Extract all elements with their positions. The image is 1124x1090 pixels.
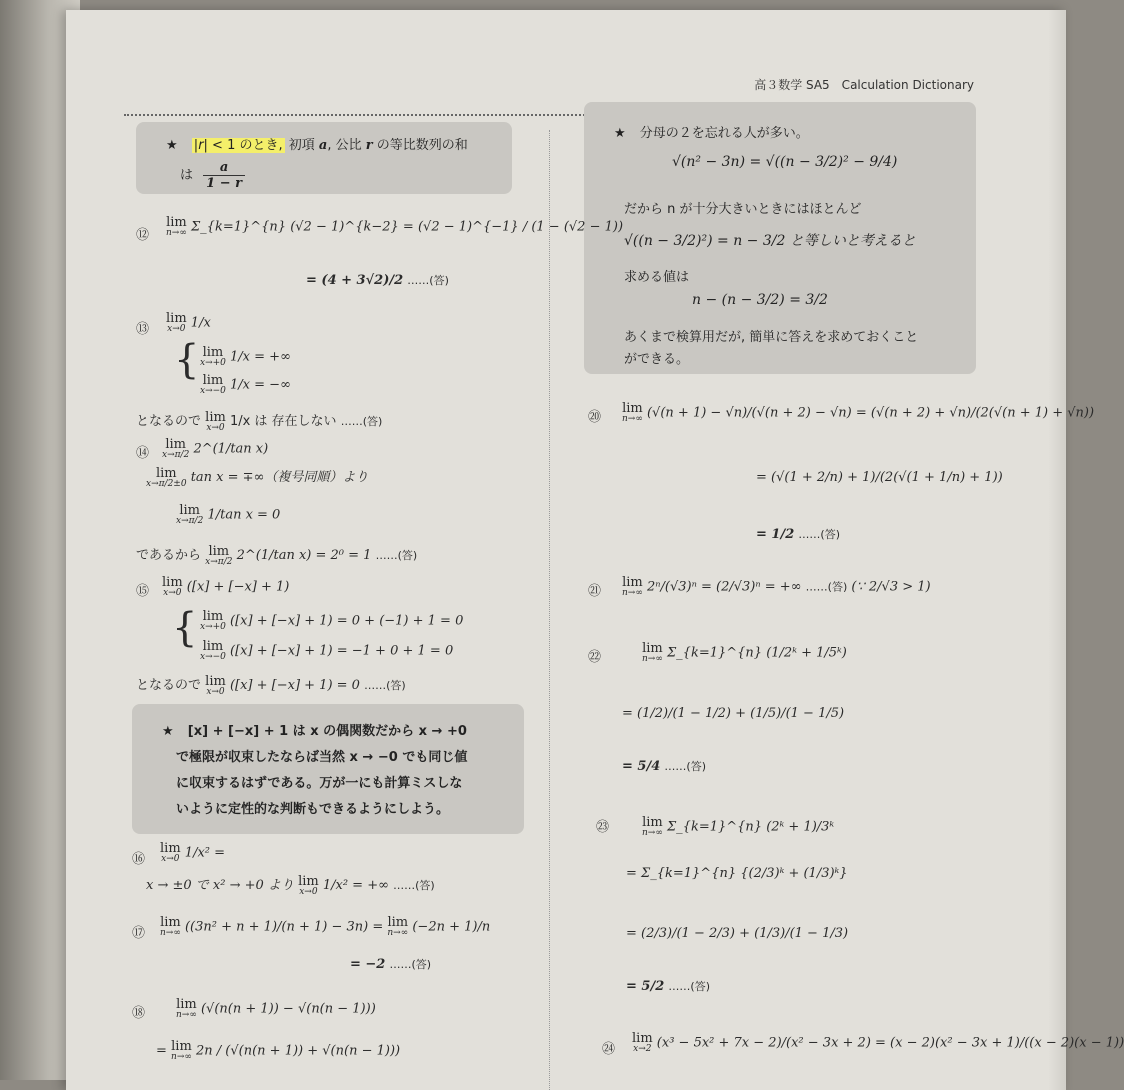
answer-mark: ……(答) [407, 274, 449, 287]
problem-12-number: ⑫ [136, 228, 150, 243]
problem-17-line-2: = −2 ……(答) [350, 957, 432, 972]
problem-23-number: ㉓ [596, 820, 610, 835]
problem-18-line-1: lim n→∞ (√(n(n + 1)) − √(n(n − 1))) [176, 997, 376, 1020]
problem-15-case-2: lim x→−0 ([x] + [−x] + 1) = −1 + 0 + 1 = 0 [200, 639, 454, 662]
note-box-even-function [132, 704, 524, 834]
page-edge-shadow [1048, 10, 1066, 1090]
note-r-line-2: だから n が十分大きいときにはほとんど [624, 202, 862, 217]
problem-20-line-1: lim n→∞ (√(n + 1) − √n)/(√(n + 2) − √n) = (√(n + 2) + √n)/(2(√(n + 1) + √n)) [622, 401, 1095, 424]
document-page [66, 10, 1124, 1090]
problem-22-line-3: = 5/4 ……(答) [622, 759, 706, 774]
problem-16-number: ⑯ [132, 852, 146, 867]
problem-15-cases: { [172, 605, 198, 651]
problem-20-line-3: = 1/2 ……(答) [756, 527, 840, 542]
note-m-line-4: いように定性的な判断もできるようにしよう。 [176, 802, 450, 817]
answer-mark: ……(答) [805, 580, 848, 594]
problem-24-line-1: lim x→2 (x³ − 5x² + 7x − 2)/(x² − 3x + 2) = (x − 2)(x² − 3x + 1)/((x − 2)(x − 1)) [632, 1031, 1124, 1054]
problem-13-case-2: lim x→−0 1/x = −∞ [200, 373, 291, 396]
column-divider [549, 130, 550, 1090]
note-box-geometric-series: ★ |r| < 1 のとき, 初項 a, 公比 r の等比数列の和 は $\frac{a}{1 - r}$ [136, 122, 512, 194]
problem-22-number: ㉒ [588, 650, 602, 665]
highlighted-condition: |r| < 1 のとき, [193, 138, 283, 153]
problem-15-case-1: lim x→+0 ([x] + [−x] + 1) = 0 + (−1) + 1 = 0 [200, 609, 464, 632]
problem-18-line-2: = lim n→∞ 2n / (√(n(n + 1)) + √(n(n − 1))) [156, 1039, 401, 1062]
note-r-line-1: 分母の２を忘れる人が多い。 [639, 126, 809, 141]
problem-14-conclusion: であるから lim x→π/2 2^(1/tan x) = 2⁰ = 1 ……(答) [136, 543, 418, 567]
problem-15-line-1: lim x→0 ([x] + [−x] + 1) [162, 575, 290, 598]
star-icon: ★ [162, 724, 174, 739]
answer-mark: ……(答) [798, 528, 840, 541]
running-header: 高３数学 SA5 Calculation Dictionary [754, 78, 974, 92]
note-m-line-1: [x] + [−x] + 1 は x の偶関数だから x → +0 [187, 724, 467, 739]
problem-20-number: ⑳ [588, 410, 602, 425]
answer-mark: ……(答) [364, 679, 406, 692]
problem-12-line-2: = (4 + 3√2)/2 ……(答) [306, 273, 449, 288]
answer-mark: ……(答) [664, 760, 706, 773]
problem-13-case-1: lim x→+0 1/x = +∞ [200, 345, 291, 368]
problem-21-line-1: lim n→∞ 2ⁿ/(√3)ⁿ = (2/√3)ⁿ = +∞ ……(答) (∵ 2/√3 > 1) [622, 575, 931, 598]
star-icon: ★ [614, 126, 626, 141]
note-frac-num: a [203, 160, 245, 176]
problem-23-line-1: lim n→∞ Σ_{k=1}^{n} (2ᵏ + 1)/3ᵏ [642, 815, 835, 838]
note-frac-den: 1 − r [206, 176, 242, 191]
note-r-line-5: ができる。 [624, 352, 690, 367]
problem-14-number: ⑭ [136, 446, 150, 461]
answer-mark: ……(答) [340, 415, 383, 428]
problem-23-line-3: = (2/3)/(1 − 2/3) + (1/3)/(1 − 1/3) [626, 926, 849, 941]
problem-14-line-2: lim x→π/2±0 tan x = ∓∞（複号同順）より [146, 465, 369, 489]
problem-21-note: (∵ 2/√3 > 1) [851, 579, 931, 595]
problem-13-cases: { [174, 337, 200, 383]
star-icon: ★ [166, 138, 178, 153]
problem-22-line-1: lim n→∞ Σ_{k=1}^{n} (1/2ᵏ + 1/5ᵏ) [642, 641, 847, 664]
answer-mark: ……(答) [668, 980, 710, 993]
problem-18-number: ⑱ [132, 1006, 146, 1021]
note-line-2-prefix: は [180, 168, 194, 183]
note-r-eq-2: √((n − 3/2)²) = n − 3/2 と等しいと考えると [624, 233, 916, 249]
problem-12-line-1: lim n→∞ Σ_{k=1}^{n} (√2 − 1)^{k−2} = (√2 − 1)^{−1} / (1 − (√2 − 1)) [166, 215, 624, 238]
problem-20-line-2: = (√(1 + 2/n) + 1)/(2(√(1 + 1/n) + 1)) [756, 470, 1003, 485]
answer-mark: ……(答) [393, 879, 435, 892]
problem-22-line-2: = (1/2)/(1 − 1/2) + (1/5)/(1 − 1/5) [622, 706, 845, 721]
answer-mark: ……(答) [389, 958, 432, 971]
problem-23-line-4: = 5/2 ……(答) [626, 979, 710, 994]
problem-21-number: ㉑ [588, 584, 602, 599]
note-m-line-3: に収束するはずである。万が一にも計算ミスしな [176, 776, 463, 791]
note-r-eq-1: √(n² − 3n) = √((n − 3/2)² − 9/4) [672, 154, 898, 170]
note-r-line-4: あくまで検算用だが, 簡単に答えを求めておくこと [624, 330, 919, 345]
note-r-line-3: 求める値は [624, 270, 690, 285]
problem-13-line-1: lim x→0 1/x [166, 311, 211, 334]
problem-15-number: ⑮ [136, 584, 150, 599]
problem-23-line-2: = Σ_{k=1}^{n} {(2/3)ᵏ + (1/3)ᵏ} [626, 866, 848, 881]
problem-24-number: ㉔ [602, 1042, 616, 1057]
problem-16-line-2: x → ±0 で x² → +0 より lim x→0 1/x² = +∞ ……(答) [146, 873, 435, 897]
note-box-check-method [584, 102, 976, 374]
problem-16-line-1: lim x→0 1/x² = [160, 841, 226, 864]
problem-13-number: ⑬ [136, 322, 150, 337]
problem-17-number: ⑰ [132, 926, 146, 941]
note-m-line-2: で極限が収束したならば当然 x → −0 でも同じ値 [176, 750, 468, 765]
answer-mark: ……(答) [375, 549, 418, 562]
problem-13-conclusion: となるので lim x→0 1/x は 存在しない ……(答) [136, 409, 383, 433]
note-r-eq-3: n − (n − 3/2) = 3/2 [692, 292, 828, 308]
problem-15-conclusion: となるので lim x→0 ([x] + [−x] + 1) = 0 ……(答) [136, 673, 406, 697]
problem-17-line-1: lim n→∞ ((3n² + n + 1)/(n + 1) − 3n) = lim n→∞ (−2n + 1)/n [160, 915, 491, 938]
problem-14-line-1: lim x→π/2 2^(1/tan x) [162, 437, 269, 460]
problem-14-line-3: lim x→π/2 1/tan x = 0 [176, 503, 281, 526]
